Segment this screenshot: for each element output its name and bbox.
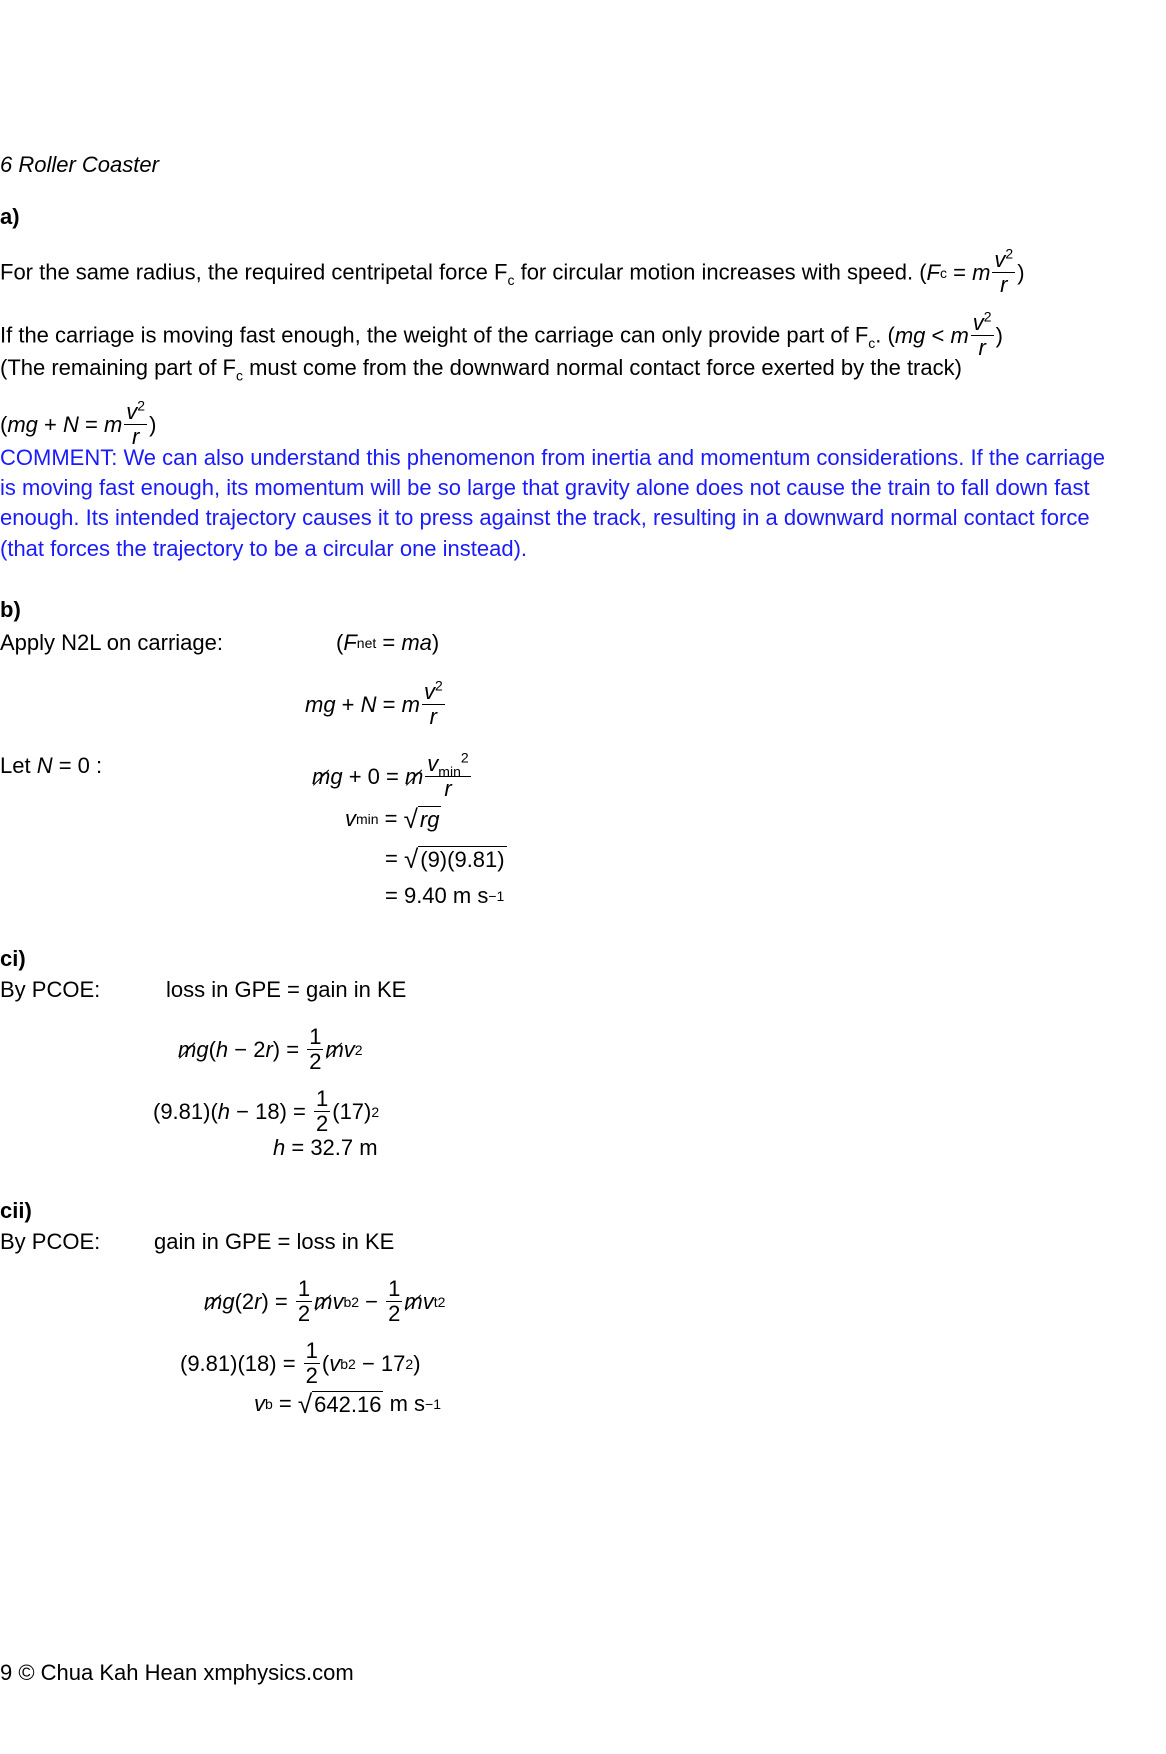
subscript: c: [868, 334, 876, 351]
part-a-equation: [0, 397, 157, 449]
equation: [0, 752, 102, 780]
math-variable: r: [978, 335, 986, 360]
math-text: (9.81)(: [153, 1098, 218, 1124]
equation: = 9.40 m s −1: [385, 883, 505, 908]
numerator: [971, 308, 994, 336]
math-variable: v: [427, 751, 439, 776]
math-text: ): [149, 411, 157, 437]
math-text: ): [431, 630, 440, 655]
radical-sign: √: [403, 843, 419, 874]
math-variable: N: [62, 411, 79, 437]
footer: 9 © Chua Kah Hean xmphysics.com: [0, 1660, 354, 1685]
text: For the same radius, the required centripetal force F: [0, 259, 508, 285]
math-text: =: [946, 259, 973, 285]
equation: [166, 976, 406, 1004]
math-variable: rg: [419, 806, 440, 832]
math-text: =: [78, 411, 104, 437]
fraction: [124, 397, 147, 449]
comment-line: (that forces the trajectory to be a circular one instead).: [0, 536, 528, 561]
text: . (: [875, 322, 895, 348]
subscript: c: [235, 367, 243, 384]
math-text: 642.16: [314, 1391, 382, 1417]
math-text: − 18) =: [230, 1098, 312, 1124]
math-variable: N: [36, 753, 53, 778]
equation: [385, 845, 507, 873]
denominator: [977, 336, 988, 360]
fraction: [296, 1277, 312, 1326]
math-text: 2: [309, 1049, 322, 1074]
equation-energy-sym: [178, 1025, 363, 1074]
math-variable: g: [222, 1288, 235, 1314]
math-text: 2: [305, 1363, 318, 1388]
math-variable: h: [273, 1135, 286, 1160]
math-text: +: [37, 411, 63, 437]
math-variable: m: [401, 691, 420, 717]
math-variable: m: [950, 322, 969, 348]
comment-line: is moving fast enough, its momentum will be so large that gravity alone does not cause the train to fall down fast: [0, 475, 1090, 500]
text: for circular motion increases with speed. (: [514, 259, 927, 285]
math-variable: v: [972, 310, 984, 335]
math-variable: v: [345, 806, 356, 831]
math-variable: r: [254, 1288, 262, 1314]
math-text: (: [208, 1036, 216, 1062]
math-text: gain in GPE = loss in KE: [154, 1229, 395, 1254]
equation: [312, 749, 473, 801]
numerator: [422, 677, 445, 705]
cancelled-variable: m: [178, 1036, 197, 1062]
equation-energy: [166, 976, 406, 1004]
square-root: [403, 803, 442, 834]
equation: v min = √ rg: [345, 803, 440, 834]
math-variable: r: [429, 704, 437, 729]
radicand: [418, 806, 442, 833]
math-text: +: [335, 691, 361, 717]
cancelled-variable: m: [325, 1036, 344, 1062]
numerator: [307, 1025, 323, 1050]
text: (The remaining part of F: [0, 355, 236, 380]
equation: F c = m $\frac{v^2}{r}$ ): [926, 245, 1025, 297]
math-text: 1: [309, 1024, 322, 1049]
math-text: 2: [297, 1301, 311, 1326]
math-text: 1: [305, 1338, 318, 1363]
math-text: (: [336, 630, 344, 655]
square-root: [403, 843, 507, 874]
denominator: [304, 1364, 320, 1388]
math-text: + 0 =: [342, 763, 405, 789]
math-text: ) =: [272, 1036, 306, 1062]
equation-fnet: [336, 629, 439, 657]
math-variable: F: [926, 259, 940, 285]
equation-vmin-sub: [385, 845, 507, 873]
numerator: [296, 1277, 312, 1302]
math-text: 1: [297, 1276, 311, 1301]
math-text: 1: [388, 1276, 401, 1301]
math-text: = 9.40 m s: [385, 883, 489, 908]
math-variable: v: [254, 1391, 265, 1416]
math-text: −: [359, 1288, 385, 1314]
part-a-line-3: [0, 354, 962, 382]
equation-n2l: [305, 677, 447, 729]
math-text: ): [995, 322, 1003, 348]
equation-vmin-setup: [312, 749, 473, 801]
fraction: [992, 245, 1015, 297]
math-variable: v: [423, 679, 435, 704]
superscript: 2: [137, 397, 146, 414]
math-variable: h: [217, 1098, 231, 1124]
math-text: − 2: [228, 1036, 266, 1062]
math-text: =: [376, 630, 402, 655]
math-variable: r: [1000, 272, 1008, 297]
cancelled-variable: m: [314, 1288, 333, 1314]
math-variable: g: [330, 763, 343, 789]
math-variable: h: [215, 1036, 229, 1062]
math-text: 1: [316, 1086, 329, 1111]
apply-n2l-text: Apply N2L on carriage:: [0, 630, 223, 655]
denominator: [314, 1112, 330, 1136]
equation: [894, 308, 1003, 360]
math-text: (9.81)(18) =: [180, 1350, 302, 1376]
equation-vmin-result: [385, 882, 504, 910]
radical-sign: √: [297, 1388, 313, 1419]
math-text: m s: [383, 1391, 426, 1416]
math-variable: r: [132, 424, 140, 449]
numerator: [386, 1277, 402, 1302]
equation-vmin: [345, 805, 441, 833]
math-variable: r: [265, 1036, 273, 1062]
math-text: = 32.7 m: [285, 1135, 378, 1160]
cancelled-variable: m: [404, 1288, 423, 1314]
radical-sign: √: [403, 803, 418, 834]
equation-energy-num: [153, 1087, 379, 1136]
math-variable: F: [343, 630, 357, 655]
numerator: [124, 397, 147, 425]
math-variable: v: [422, 1288, 434, 1314]
part-a-line-2: [0, 308, 1003, 360]
math-text: (17): [332, 1098, 372, 1124]
subscript: c: [507, 271, 515, 288]
equation: [0, 397, 157, 449]
section-title: 6 Roller Coaster: [0, 152, 159, 177]
math-variable: mg: [894, 322, 926, 348]
equation: m g ( h − 2 r ) = $\frac{1}{2}$ m v 2: [178, 1024, 363, 1074]
text: must come from the downward normal contact force exerted by the track): [242, 355, 962, 380]
math-text: =: [376, 691, 402, 717]
let-n-zero: [0, 752, 102, 780]
superscript: 2: [1005, 245, 1014, 262]
fraction: [425, 749, 470, 801]
math-variable: v: [126, 399, 138, 424]
equation: [154, 1228, 394, 1256]
cancelled-variable: m: [204, 1288, 223, 1314]
text: If the carriage is moving fast enough, the weight of the carriage can only provide part of F: [0, 322, 869, 348]
numerator: [314, 1087, 330, 1112]
part-a-label: a): [0, 204, 20, 229]
math-variable: mg: [7, 411, 38, 437]
math-text: 2: [316, 1111, 329, 1136]
denominator: [307, 1050, 323, 1074]
denominator: [428, 705, 439, 729]
fraction: [422, 677, 445, 729]
fraction: [971, 308, 994, 360]
math-text: =: [385, 846, 404, 871]
superscript: 2: [434, 677, 443, 694]
math-variable: v: [332, 1288, 344, 1314]
math-text: =: [378, 806, 404, 831]
fraction: [386, 1277, 402, 1326]
equation: [305, 677, 447, 729]
math-text: = 0 :: [52, 753, 103, 778]
numerator: [992, 245, 1015, 273]
math-text: <: [925, 322, 951, 348]
subscript: min: [438, 763, 461, 780]
superscript: 2: [460, 749, 469, 766]
numerator: [304, 1339, 320, 1364]
math-variable: N: [360, 691, 377, 717]
math-text: ) =: [261, 1288, 294, 1314]
math-variable: v: [329, 1350, 341, 1376]
equation-energy: [154, 1228, 394, 1256]
cancelled-variable: m: [312, 763, 331, 789]
math-text: ): [413, 1350, 421, 1376]
equation: v b = √ 642.16 m s −1: [254, 1388, 441, 1419]
math-variable: v: [343, 1036, 355, 1062]
math-variable: m: [103, 411, 123, 437]
math-variable: mg: [305, 691, 336, 717]
equation: m g (2 r ) = $\frac{1}{2}$ m v b 2 − $\frac{1}{2}$ m v t 2: [204, 1276, 446, 1326]
equation: [273, 1134, 378, 1162]
pcoe-text: By PCOE:: [0, 1229, 101, 1254]
part-b-label: b): [0, 597, 21, 622]
equation: (9.81)( h − 18) = $\frac{1}{2}$ (17) 2: [153, 1086, 380, 1136]
equation-energy-sym: [204, 1277, 445, 1326]
radicand: [418, 846, 506, 873]
math-text: Let: [0, 753, 37, 778]
radicand: [312, 1391, 383, 1418]
fraction: [304, 1339, 320, 1388]
cancelled-variable: m: [404, 763, 424, 789]
equation-h-result: [273, 1134, 378, 1162]
square-root: [297, 1388, 384, 1419]
math-text: =: [272, 1391, 298, 1416]
math-text: (9)(9.81): [420, 846, 505, 872]
math-text: − 17: [355, 1350, 406, 1376]
part-a-line-1: [0, 245, 1025, 297]
math-variable: v: [994, 247, 1006, 272]
math-text: loss in GPE = gain in KE: [166, 977, 407, 1002]
math-text: 2: [388, 1301, 401, 1326]
fraction: [314, 1087, 330, 1136]
math-variable: ma: [401, 630, 432, 655]
pcoe-text: By PCOE:: [0, 977, 101, 1002]
math-variable: r: [444, 776, 452, 801]
math-text: (: [321, 1350, 330, 1376]
comment-line: enough. Its intended trajectory causes it to press against the track, resulting in a downward normal contact force: [0, 505, 1090, 530]
part-cii-label: cii): [0, 1198, 32, 1223]
denominator: [442, 777, 453, 801]
math-text: ): [1017, 259, 1025, 285]
denominator: [296, 1302, 312, 1326]
equation-vb-result: [254, 1390, 441, 1418]
equation: ( F net = ma ): [336, 630, 440, 655]
math-variable: g: [196, 1036, 209, 1062]
numerator: [425, 749, 470, 780]
fraction: [307, 1025, 323, 1074]
denominator: [998, 273, 1009, 297]
part-ci-label: ci): [0, 946, 26, 971]
math-text: (2: [234, 1288, 255, 1314]
superscript: 2: [983, 308, 992, 325]
denominator: [386, 1302, 402, 1326]
math-text: (: [0, 411, 8, 437]
equation-energy-num: [180, 1339, 421, 1388]
comment-line: COMMENT: We can also understand this phenomenon from inertia and momentum considerations. If the carriage: [0, 445, 1106, 470]
math-variable: m: [972, 259, 991, 285]
equation: (9.81)(18) = $\frac{1}{2}$ ( v b 2 − 17 2 ): [180, 1338, 421, 1388]
